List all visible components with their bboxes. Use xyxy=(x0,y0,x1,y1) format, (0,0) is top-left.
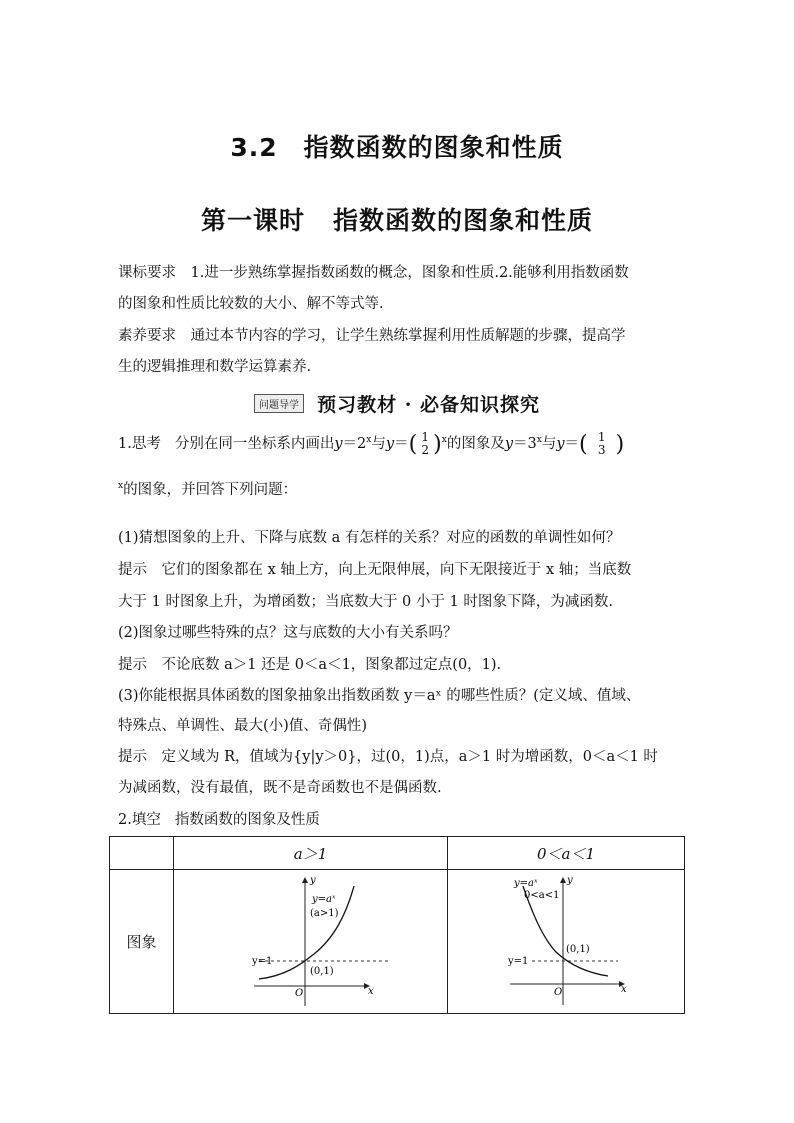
curve-condition: 0<a<1 xyxy=(524,890,560,901)
literacy-paragraph xyxy=(118,321,683,383)
requirements-line-2: 的图象和性质比较数的大小、解不等式等. xyxy=(118,296,384,312)
graph-decreasing-cell xyxy=(448,870,685,1014)
asymptote-label: y=1 xyxy=(252,956,273,967)
graph-decreasing xyxy=(448,870,684,1013)
section-header xyxy=(0,390,794,417)
hint-3-line-2: 为减函数，没有最值，既不是奇函数也不是偶函数. xyxy=(118,780,442,796)
section-title xyxy=(0,128,794,164)
curve-condition: (a>1) xyxy=(310,908,339,919)
hint-3-line-1: 提示 定义域为 R，值域为{y|y＞0}，过(0，1)点，a＞1 时为增函数，0＜a＜1 时 xyxy=(118,749,658,765)
section-title-text: 指数函数的图象和性质 xyxy=(303,133,564,162)
question-1-text-c: 的图象，并回答下列问题： xyxy=(123,482,298,498)
literacy-line-2: 生的逻辑推理和数学运算素养. xyxy=(118,359,312,375)
hint-2: 提示 不论底数 a＞1 还是 0＜a＜1，图象都过定点(0，1). xyxy=(118,657,502,673)
y-axis-label: y xyxy=(310,875,316,886)
item-3-line-1: (3)你能根据具体函数的图象抽象出指数函数 y＝aˣ 的哪些性质？(定义域、值域、 xyxy=(118,688,641,704)
table-header-a-gt-1: a＞1 xyxy=(174,837,448,870)
item-3-line-2: 特殊点、单调性、最大(小)值、奇偶性) xyxy=(118,718,367,734)
table-corner-cell xyxy=(110,837,174,870)
x-axis-label: x xyxy=(621,984,627,995)
item-1: (1)猜想图象的上升、下降与底数 a 有怎样的关系？对应的函数的单调性如何？ xyxy=(118,530,621,546)
requirements-line-1: 课标要求 1.进一步熟练掌握指数函数的概念，图象和性质.2.能够利用指数函数 xyxy=(118,265,629,281)
question-1-line: 1.思考 分别在同一坐标系内画出$y=2^x$与y＝( 1 2 )$^x$的图象及$y=3^x$与y＝( 1 3 ) xyxy=(118,430,625,457)
requirements-paragraph xyxy=(118,258,683,320)
y-axis-label: y xyxy=(567,875,573,886)
lesson-title xyxy=(0,201,794,237)
graph-increasing xyxy=(174,870,447,1013)
section-tag: 问题导学 xyxy=(254,394,304,413)
question-1-text-a: 分别在同一坐标系内画出 xyxy=(174,436,335,452)
fill-line xyxy=(118,808,320,829)
section-number: 3.2 xyxy=(230,133,278,162)
property-table xyxy=(109,836,685,1014)
fill-text: 指数函数的图象及性质 xyxy=(174,812,320,828)
hint-1-line-1: 提示 它们的图象都在 x 轴上方，向上无限伸展，向下无限接近于 x 轴；当底数 xyxy=(118,562,632,578)
graph-increasing-cell xyxy=(174,870,448,1014)
fill-label: 2.填空 xyxy=(118,812,161,828)
section-header-title: 预习教材 · 必备知识探究 xyxy=(317,394,540,416)
lesson-number: 第一课时 xyxy=(200,206,305,235)
exp-curve-increasing xyxy=(259,886,354,979)
question-1-text-b: 的图象及 xyxy=(446,436,505,452)
x-axis-label: x xyxy=(368,986,374,997)
item-2: (2)图象过哪些特殊的点？这与底数的大小有关系吗？ xyxy=(118,625,458,641)
math-fraction-third: 1 3 xyxy=(597,430,606,457)
question-1-line-2: $^x$的图象，并回答下列问题： xyxy=(118,481,298,498)
literacy-line-1: 素养要求 通过本节内容的学习，让学生熟练掌握利用性质解题的步骤，提高学 xyxy=(118,328,626,344)
origin-label: O xyxy=(295,988,304,999)
origin-label: O xyxy=(554,987,563,998)
lesson-title-text: 指数函数的图象和性质 xyxy=(333,206,594,235)
hint-1-line-2: 大于 1 时图象上升，为增函数；当底数大于 0 小于 1 时图象下降，为减函数. xyxy=(118,594,613,610)
curve-equation: y=aˣ xyxy=(514,878,538,889)
asymptote-label: y=1 xyxy=(508,956,529,967)
table-header-a-lt-1: 0＜a＜1 xyxy=(448,837,685,870)
point-label: (0,1) xyxy=(566,944,590,955)
math-y-2x: y xyxy=(334,436,343,452)
point-label: (0,1) xyxy=(310,966,334,977)
question-1-label: 1.思考 xyxy=(118,436,161,452)
math-fraction-half: ( xyxy=(408,431,418,457)
table-row-label: 图象 xyxy=(110,870,174,1014)
curve-equation: y=aˣ xyxy=(312,894,336,905)
